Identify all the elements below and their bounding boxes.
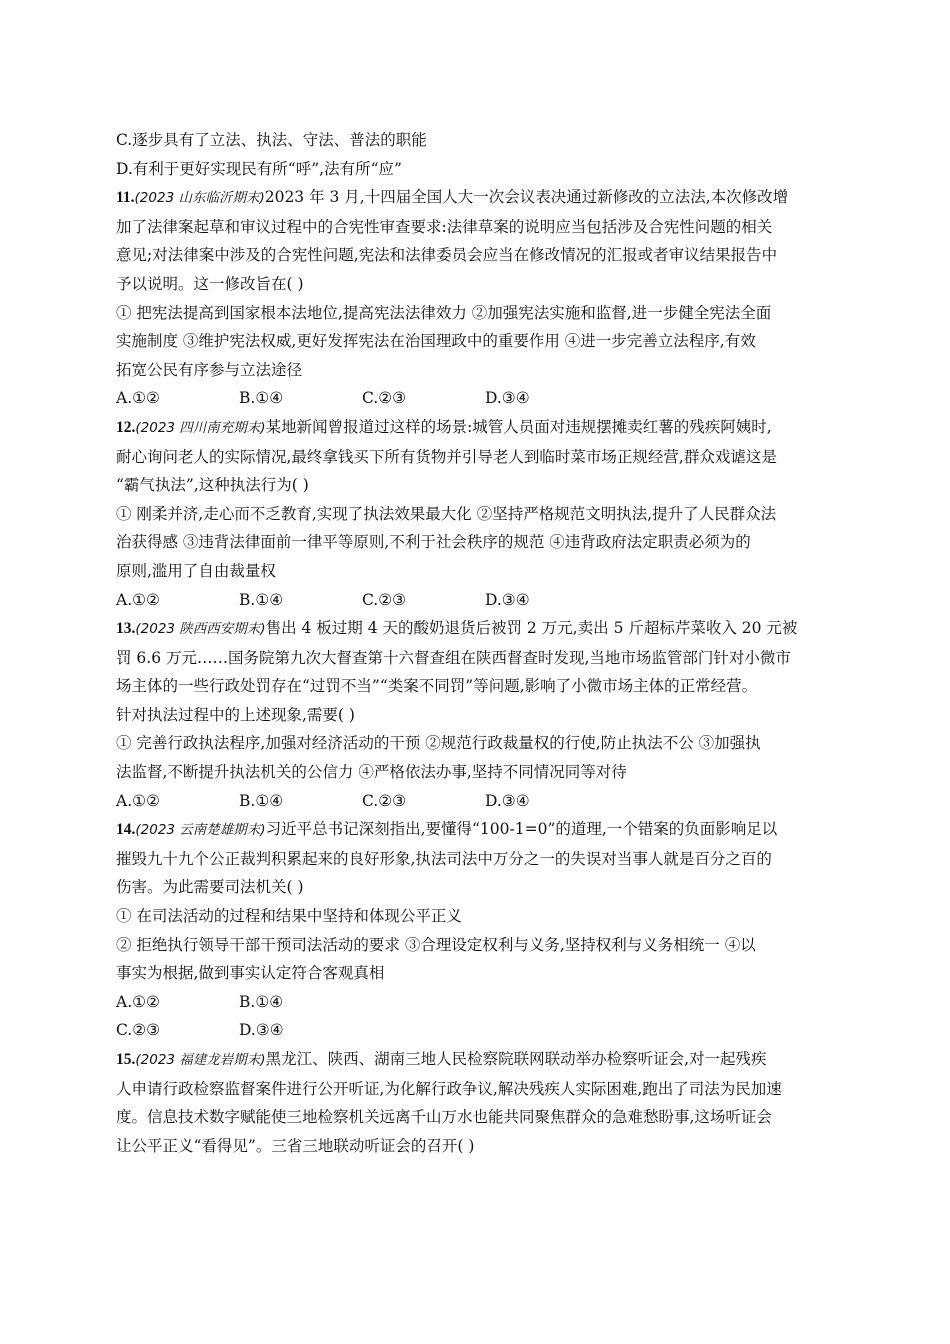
question-stem-line: 耐心询问老人的实际情况,最终拿钱买下所有货物并引导老人到临时菜市场正规经营,群众戏谑这是 [116, 447, 777, 466]
question-number: 14. [116, 821, 136, 839]
question-stem-line: 伤害。为此需要司法机关( ) [116, 878, 304, 897]
question-stem-line: 度。信息技术数字赋能使三地检察机关远离千山万水也能共同聚焦群众的急难愁盼事,这场听证会 [116, 1108, 772, 1127]
question-stem-line: 予以说明。这一修改旨在( ) [116, 274, 304, 293]
answer-option: C.②③ [116, 1021, 161, 1040]
answer-option: B.①④ [239, 992, 284, 1011]
option-c-prev: C.逐步具有了立法、执法、守法、普法的职能 [116, 131, 427, 149]
answer-options [116, 1016, 836, 1045]
answer-option: B.①④ [239, 791, 284, 810]
answer-option: D.③④ [239, 1021, 284, 1040]
question-source: (2023 云南楚雄期末) [135, 822, 266, 839]
question-stem-line: 意见;对法律案中涉及的合宪性问题,宪法和法律委员会应当在修改情况的汇报或者审议结果报告中 [116, 246, 778, 265]
question-content [116, 126, 836, 1160]
question-source: (2023 陕西西安期末) [135, 621, 266, 638]
statement-line: ① 完善行政执法程序,加强对经济活动的干预 ②规范行政裁量权的行使,防止执法不公 ③加强执 [116, 734, 761, 753]
answer-option: A.①② [116, 791, 160, 810]
answer-option: C.②③ [362, 389, 407, 408]
question-number: 13. [116, 620, 136, 638]
question-stem-line: “霸气执法”,这种执法行为( ) [116, 476, 309, 495]
answer-option: A.①② [116, 389, 160, 408]
statement-line: 法监督,不断提升执法机关的公信力 ④严格依法办事,坚持不同情况同等对待 [116, 763, 627, 782]
question-source: (2023 福建龙岩期末) [135, 1052, 266, 1068]
question-stem-first-line: 11.(2023 山东临沂期末)2023 年 3 月,十四届全国人大一次会议表决通过新修改的立法法,本次修改增 [116, 188, 789, 207]
statement-line: ① 在司法活动的过程和结果中坚持和体现公平正义 [116, 907, 462, 926]
statement-line: 治获得感 ③违背法律面前一律平等原则,不利于社会秩序的规范 ④违背政府法定职责必须为的 [116, 533, 751, 552]
statement-line: ① 把宪法提高到国家根本法地位,提高宪法法律效力 ②加强宪法实施和监督,进一步健全宪法全面 [116, 303, 772, 322]
statement-line: 实施制度 ③维护宪法权威,更好发挥宪法在治国理政中的重要作用 ④进一步完善立法程序,有效 [116, 332, 756, 351]
question-stem-first-line: 15.(2023 福建龙岩期末)黑龙江、陕西、湖南三地人民检察院联网联动举办检察听证会,对一起残疾 [116, 1050, 767, 1068]
question-stem-line: 针对执法过程中的上述现象,需要( ) [116, 705, 355, 724]
question-stem-line: 人申请行政检察监督案件进行公开听证,为化解行政争议,解决残疾人实际困难,跑出了司法为民加速 [116, 1079, 782, 1098]
answer-options [116, 586, 836, 615]
question-stem-first-line: 12.(2023 四川南充期末)某地新闻曾报道过这样的场景:城管人员面对违规摆摊卖红薯的残疾阿姨时, [116, 417, 772, 436]
question-stem-line: 场主体的一些行政处罚存在“过罚不当”“类案不同罚”等问题,影响了小微市场主体的正常经营。 [116, 677, 758, 696]
question-stem-line: 罚 6.6 万元……国务院第九次大督查第十六督查组在陕西督查时发现,当地市场监管部门针对小微市 [116, 648, 791, 667]
question-14 [116, 815, 836, 1045]
question-source: (2023 四川南充期末) [135, 419, 266, 436]
question-stem-first-line: 14.(2023 云南楚雄期末)习近平总书记深刻指出,要懂得“100-1=0”的道理,一个错案的负面影响足以 [116, 820, 778, 839]
answer-option: D.③④ [485, 389, 530, 408]
question-number: 11. [116, 189, 135, 207]
question-stem-line: 加了法律案起草和审议过程中的合宪性审查要求:法律草案的说明应当包括涉及合宪性问题的相关 [116, 217, 773, 236]
statement-line: 事实为根据,做到事实认定符合客观真相 [116, 964, 385, 983]
answer-option: D.③④ [485, 791, 530, 810]
question-source: (2023 山东临沂期末) [134, 190, 265, 207]
statement-line: ② 拒绝执行领导干部干预司法活动的要求 ③合理设定权利与义务,坚持权利与义务相统一 ④以 [116, 935, 756, 954]
answer-option: C.②③ [362, 590, 407, 609]
statement-line: 拓宽公民有序参与立法途径 [116, 360, 303, 379]
question-stem-line: 让公平正义“看得见”。三省三地联动听证会的召开( ) [116, 1136, 475, 1155]
answer-option: D.③④ [485, 590, 530, 609]
question-12 [116, 413, 836, 614]
answer-options [116, 384, 836, 413]
question-stem-line: 摧毁九十九个公正裁判积累起来的良好形象,执法司法中万分之一的失误对当事人就是百分之百的 [116, 849, 772, 868]
answer-option: A.①② [116, 590, 160, 609]
answer-option: A.①② [116, 992, 160, 1011]
answer-option: C.②③ [362, 791, 407, 810]
option-d-prev: D.有利于更好实现民有所“呼”,法有所“应” [116, 159, 402, 178]
question-number: 12. [116, 418, 136, 436]
question-number: 15. [116, 1051, 136, 1068]
answer-option: B.①④ [239, 389, 284, 408]
answer-options [116, 988, 836, 1017]
statement-line: 原则,滥用了自由裁量权 [116, 561, 276, 580]
question-15 [116, 1045, 836, 1160]
question-13 [116, 614, 836, 815]
answer-options [116, 787, 836, 816]
answer-option: B.①④ [239, 590, 284, 609]
question-11 [116, 183, 836, 413]
statement-line: ① 刚柔并济,走心而不乏教育,实现了执法效果最大化 ②坚持严格规范文明执法,提升了人民群众法 [116, 504, 777, 523]
question-stem-first-line: 13.(2023 陕西西安期末)售出 4 板过期 4 天的酸奶退货后被罚 2 万元,卖出 5 斤超标芹菜收入 20 元被 [116, 619, 798, 638]
